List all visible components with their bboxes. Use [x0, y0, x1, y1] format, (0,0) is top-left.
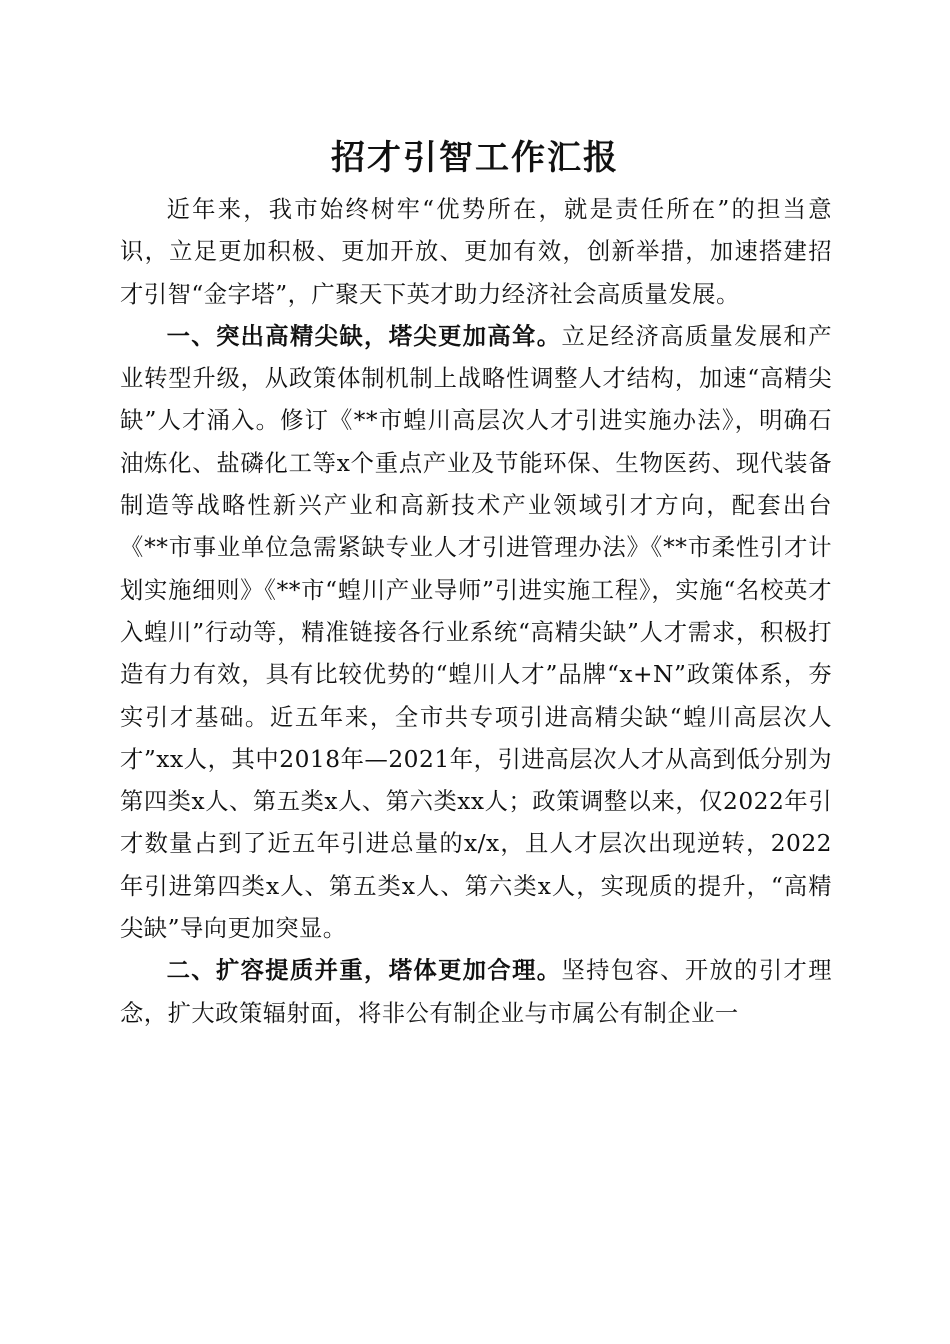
- paragraph-intro-text: 近年来，我市始终树牢“优势所在，就是责任所在”的担当意识，立足更加积极、更加开放、更加有效，创新举措，加速搭建招才引智“金字塔”，广聚天下英才助力经济社会高质量发展。: [120, 196, 832, 308]
- paragraph-section-1: [120, 316, 832, 950]
- paragraph-intro: [120, 189, 832, 316]
- section-2-text: 坚持包容、开放的引才理念，扩大政策辐射面，将非公有制企业与市属公有制企业一: [120, 957, 833, 1027]
- section-1-heading: 一、突出高精尖缺，塔尖更加高耸。: [166, 322, 562, 350]
- document-title: 招才引智工作汇报: [331, 138, 619, 178]
- paragraph-section-2: [120, 950, 832, 1035]
- document-body: [120, 189, 832, 1035]
- section-2-heading: 二、扩容提质并重，塔体更加合理。: [166, 957, 562, 985]
- section-1-text: 立足经济高质量发展和产业转型升级，从政策体制机制上战略性调整人才结构，加速“高精尖缺”人才涌入。修订《**市蝗川高层次人才引进实施办法》，明确石油炼化、盐磷化工等x个重点产业及节能环保、生物医药、现代装备制造等战略性新兴产业和高新技术产业领域引才方向，配套出台《**市事业单位急需紧缺专业人才引进管理办法》《**市柔性引才计划实施细则》《**市“蝗川产业导师”引进实施工程》，实施“名校英才入蝗川”行动等，精准链接各行业系统“高精尖缺”人才需求，积极打造有力有效，具有比较优势的“蝗川人才”品牌“x+N”政策体系，夯实引才基础。近五年来，全市共专项引进高精尖缺“蝗川高层次人才”xx人，其中2018年—2021年，引进高层次人才从高到低分别为第四类x人、第五类x人、第六类xx人；政策调整以来，仅2022年引才数量占到了近五年引进总量的x/x，且人才层次出现逆转，2022年引进第四类x人、第五类x人、第六类x人，实现质的提升，“高精尖缺”导向更加突显。: [120, 322, 833, 943]
